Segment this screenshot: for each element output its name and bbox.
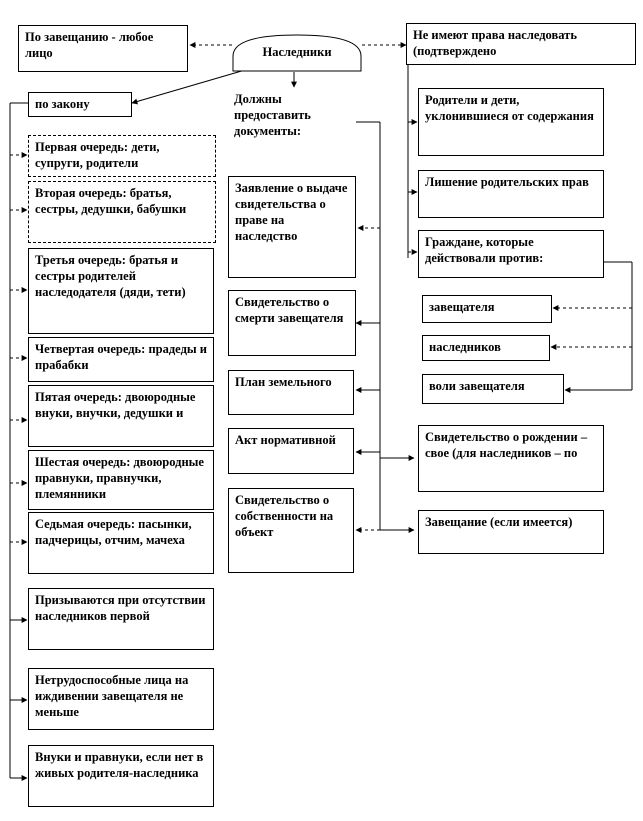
order-box bbox=[28, 588, 214, 650]
extra-document-label: Свидетельство о рождении – свое (для наследников – по bbox=[425, 430, 588, 460]
order-box bbox=[28, 745, 214, 807]
by-will-box bbox=[18, 25, 188, 72]
excluded-box bbox=[418, 170, 604, 218]
by-will-label: По завещанию - любое лицо bbox=[25, 30, 154, 60]
order-label: Третья очередь: братья и сестры родителей наследодателя (дяди, тети) bbox=[35, 253, 186, 299]
document-box bbox=[228, 488, 354, 573]
order-label: Призываются при отсутствии наследников первой bbox=[35, 593, 206, 623]
order-box bbox=[28, 668, 214, 730]
document-label: Акт нормативной bbox=[235, 433, 336, 447]
by-law-box bbox=[28, 92, 132, 117]
order-box bbox=[28, 337, 214, 382]
against-box bbox=[422, 295, 552, 323]
documents-header-label: Должны предоставить документы: bbox=[234, 92, 311, 138]
order-label: Шестая очередь: двоюродные правнуки, правнучки, племянники bbox=[35, 455, 204, 501]
document-box bbox=[228, 176, 356, 278]
extra-document-box bbox=[418, 425, 604, 492]
documents-header-box bbox=[228, 88, 356, 156]
no-right-box bbox=[406, 23, 636, 65]
heirs-root-label: Наследники bbox=[262, 45, 332, 59]
extra-document-box bbox=[418, 510, 604, 554]
by-law-label: по закону bbox=[35, 97, 90, 111]
order-label: Первая очередь: дети, супруги, родители bbox=[35, 140, 160, 170]
order-label: Пятая очередь: двоюродные внуки, внучки, дедушки и bbox=[35, 390, 196, 420]
document-label: Свидетельство о смерти завещателя bbox=[235, 295, 344, 325]
document-box bbox=[228, 428, 354, 474]
order-label: Седьмая очередь: пасынки, падчерицы, отчим, мачеха bbox=[35, 517, 192, 547]
order-box bbox=[28, 181, 216, 243]
order-box bbox=[28, 248, 214, 334]
document-label: Свидетельство о собственности на объект bbox=[235, 493, 334, 539]
excluded-label: Родители и дети, уклонившиеся от содержания bbox=[425, 93, 594, 123]
against-label: воли завещателя bbox=[429, 379, 525, 393]
document-label: План земельного bbox=[235, 375, 332, 389]
excluded-label: Лишение родительских прав bbox=[425, 175, 589, 189]
order-box bbox=[28, 512, 214, 574]
heirs-root-node bbox=[232, 34, 362, 72]
excluded-label: Граждане, которые действовали против: bbox=[425, 235, 544, 265]
order-box bbox=[28, 135, 216, 177]
document-box bbox=[228, 290, 356, 356]
against-label: завещателя bbox=[429, 300, 495, 314]
excluded-box bbox=[418, 88, 604, 156]
excluded-box bbox=[418, 230, 604, 278]
no-right-label: Не имеют права наследовать (подтверждено bbox=[413, 28, 577, 58]
order-box bbox=[28, 450, 214, 510]
document-label: Заявление о выдаче свидетельства о праве на наследство bbox=[235, 181, 348, 243]
against-label: наследников bbox=[429, 340, 501, 354]
order-label: Нетрудоспособные лица на иждивении завещателя не меньше bbox=[35, 673, 189, 719]
order-label: Внуки и правнуки, если нет в живых родителя-наследника bbox=[35, 750, 204, 780]
extra-document-label: Завещание (если имеется) bbox=[425, 515, 573, 529]
against-box bbox=[422, 374, 564, 404]
document-box bbox=[228, 370, 354, 415]
against-box bbox=[422, 335, 550, 361]
order-box bbox=[28, 385, 214, 447]
order-label: Четвертая очередь: прадеды и прабабки bbox=[35, 342, 207, 372]
order-label: Вторая очередь: братья, сестры, дедушки, бабушки bbox=[35, 186, 187, 216]
